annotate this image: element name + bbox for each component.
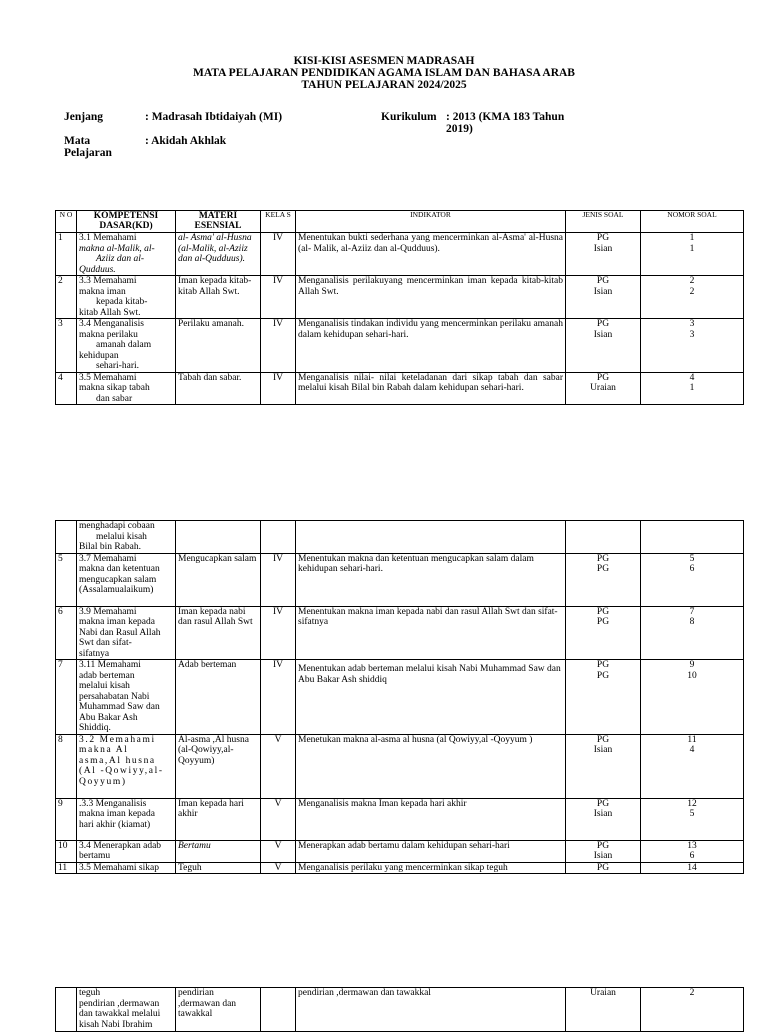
kisi-table-page3	[55, 987, 744, 1032]
row-kelas: V	[261, 798, 296, 840]
kisi-table-page2	[55, 520, 744, 874]
row-kd: 3.5 Memahami sikap	[77, 862, 176, 874]
row-jenis-soal: PG Isian	[566, 233, 641, 276]
row-nomor-soal: 2	[641, 988, 744, 1032]
col-kd: KOMPETENSI DASAR(KD)	[77, 211, 176, 233]
table-row	[56, 521, 744, 554]
row-kd: .3.3 Menganalisis makna iman kepada hari akhir (kiamat)	[77, 798, 176, 840]
doc-title-line1: KISI-KISI ASESMEN MADRASAH	[293, 55, 475, 67]
row-no	[56, 521, 77, 554]
row-kd: 3.7 Memahami makna dan ketentuan mengucapkan salam (Assalamualaikum)	[77, 553, 176, 606]
table-row	[56, 606, 744, 660]
row-kelas: IV	[261, 553, 296, 606]
row-indikator: Menganalisis tindakan individu yang mencerminkan perilaku amanah dalam kehidupan sehari-hari.	[296, 319, 566, 373]
row-materi: Bertamu	[176, 840, 261, 862]
row-kd: 3.9 Memahami makna iman kepada Nabi dan Rasul Allah Swt dan sifat- sifatnya	[77, 606, 176, 660]
row-no: 6	[56, 606, 77, 660]
row-nomor-soal: 14	[641, 862, 744, 874]
row-kelas: IV	[261, 660, 296, 735]
row-materi: Perilaku amanah.	[176, 319, 261, 373]
row-indikator: Menganalisis makna Iman kepada hari akhir	[296, 798, 566, 840]
doc-title-line2: MATA PELAJARAN PENDIDIKAN AGAMA ISLAM DAN BAHASA ARAB	[193, 67, 575, 79]
row-indikator: Menentukan adab berteman melalui kisah Nabi Muhammad Saw dan Abu Bakar Ash shiddiq	[296, 660, 566, 735]
row-no: 7	[56, 660, 77, 735]
row-nomor-soal: 9 10	[641, 660, 744, 735]
row-indikator: Menganalisis perilaku yang mencerminkan sikap teguh	[296, 862, 566, 874]
col-no: N O	[56, 211, 77, 233]
row-indikator: Menentukan bukti sederhana yang mencerminkan al-Asma' al-Husna (al- Malik, al-Aziiz dan al-Qudduus).	[296, 233, 566, 276]
table-row	[56, 840, 744, 862]
mapel-value: : Akidah Akhlak	[145, 135, 227, 147]
row-kelas: IV	[261, 372, 296, 405]
row-nomor-soal	[641, 521, 744, 554]
row-kd: 3.3 Memahami makna iman kepada kitab- kitab Allah Swt.	[77, 276, 176, 319]
table-row	[56, 862, 744, 874]
row-kelas: V	[261, 840, 296, 862]
row-indikator: Menentukan makna dan ketentuan mengucapkan salam dalam kehidupan sehari-hari.	[296, 553, 566, 606]
row-nomor-soal: 13 6	[641, 840, 744, 862]
row-materi: Iman kepada kitab- kitab Allah Swt.	[176, 276, 261, 319]
row-materi: Iman kepada hari akhir	[176, 798, 261, 840]
row-jenis-soal: PG Isian	[566, 319, 641, 373]
row-jenis-soal: PG PG	[566, 606, 641, 660]
row-kd: 3.5 Memahami makna sikap tabah dan sabar	[77, 372, 176, 405]
row-jenis-soal: Uraian	[566, 988, 641, 1032]
row-no: 3	[56, 319, 77, 373]
row-jenis-soal: PG Uraian	[566, 372, 641, 405]
jenjang-value: : Madrasah Ibtidaiyah (MI)	[145, 111, 283, 123]
row-kd: 3.11 Memahami adab berteman melalui kisah persahabatan Nabi Muhammad Saw dan Abu Bakar Ash Shiddiq.	[77, 660, 176, 735]
table-row	[56, 276, 744, 319]
row-nomor-soal: 2 2	[641, 276, 744, 319]
row-no: 8	[56, 734, 77, 798]
row-kelas: IV	[261, 606, 296, 660]
row-nomor-soal: 1 1	[641, 233, 744, 276]
row-kelas: IV	[261, 319, 296, 373]
row-no: 9	[56, 798, 77, 840]
row-materi: Tabah dan sabar.	[176, 372, 261, 405]
table-row	[56, 988, 744, 1032]
col-kelas: KELA S	[261, 211, 296, 233]
jenjang-label: Jenjang	[64, 111, 103, 123]
row-no: 11	[56, 862, 77, 874]
row-jenis-soal: PG PG	[566, 660, 641, 735]
row-jenis-soal: PG Isian	[566, 840, 641, 862]
row-kelas: IV	[261, 233, 296, 276]
row-materi: Al-asma ,Al husna (al-Qowiyy,al-Qoyyum)	[176, 734, 261, 798]
doc-title-line3: TAHUN PELAJARAN 2024/2025	[301, 79, 467, 91]
row-indikator: Menganalisis perilakuyang mencerminkan iman kepada kitab-kitab Allah Swt.	[296, 276, 566, 319]
table-row	[56, 660, 744, 735]
table-row	[56, 798, 744, 840]
row-indikator	[296, 521, 566, 554]
row-jenis-soal: PG Isian	[566, 734, 641, 798]
row-indikator: Menetukan makna al-asma al husna (al Qowiyy,al -Qoyyum )	[296, 734, 566, 798]
table-row	[56, 319, 744, 373]
table-row	[56, 734, 744, 798]
row-kd: menghadapi cobaan melalui kisah Bilal bin Rabah.	[77, 521, 176, 554]
row-nomor-soal: 12 5	[641, 798, 744, 840]
kurikulum-label: Kurikulum	[381, 111, 437, 123]
row-materi: Iman kepada nabi dan rasul Allah Swt	[176, 606, 261, 660]
row-kd: 3.1 Memahami makna al-Malik, al- Aziiz dan al- Qudduus.	[77, 233, 176, 276]
row-no: 1	[56, 233, 77, 276]
kurikulum-value: : 2013 (KMA 183 Tahun	[446, 111, 565, 123]
row-kelas: V	[261, 862, 296, 874]
row-no: 5	[56, 553, 77, 606]
row-materi: Teguh	[176, 862, 261, 874]
row-nomor-soal: 4 1	[641, 372, 744, 405]
row-kelas: IV	[261, 276, 296, 319]
kurikulum-value-cont: 2019)	[446, 123, 473, 135]
row-materi: Mengucapkan salam	[176, 553, 261, 606]
table-row	[56, 372, 744, 405]
row-kd: 3.4 Menganalisis makna perilaku amanah dalam kehidupan sehari-hari.	[77, 319, 176, 373]
mapel-label-cont: Pelajaran	[64, 147, 112, 159]
row-kd: teguh pendirian ,dermawan dan tawakkal melalui kisah Nabi Ibrahim	[77, 988, 176, 1032]
table-header-row	[56, 211, 744, 233]
row-nomor-soal: 5 6	[641, 553, 744, 606]
row-nomor-soal: 7 8	[641, 606, 744, 660]
col-jenis-soal: JENIS SOAL	[566, 211, 641, 233]
row-jenis-soal: PG PG	[566, 553, 641, 606]
row-nomor-soal: 11 4	[641, 734, 744, 798]
row-kd: 3.2 Memahami makna Al asma,Al husna (Al -Qowiyy,al- Qoyyum)	[77, 734, 176, 798]
row-materi: al- Asma' al-Husna (al-Malik, al-Aziiz dan al-Qudduus).	[176, 233, 261, 276]
row-indikator: pendirian ,dermawan dan tawakkal	[296, 988, 566, 1032]
row-no: 2	[56, 276, 77, 319]
row-no: 4	[56, 372, 77, 405]
row-no: 10	[56, 840, 77, 862]
row-materi: Adab berteman	[176, 660, 261, 735]
row-kelas: V	[261, 734, 296, 798]
table-row	[56, 233, 744, 276]
table-row	[56, 553, 744, 606]
row-indikator: Menerapkan adab bertamu dalam kehidupan sehari-hari	[296, 840, 566, 862]
row-no	[56, 988, 77, 1032]
row-jenis-soal: PG Isian	[566, 798, 641, 840]
row-indikator: Menentukan makna iman kepada nabi dan rasul Allah Swt dan sifat-sifatnya	[296, 606, 566, 660]
row-materi: pendirian ,dermawan dan tawakkal	[176, 988, 261, 1032]
row-nomor-soal: 3 3	[641, 319, 744, 373]
row-jenis-soal: PG	[566, 862, 641, 874]
row-kelas	[261, 988, 296, 1032]
col-materi: MATERI ESENSIAL	[176, 211, 261, 233]
row-jenis-soal: PG Isian	[566, 276, 641, 319]
row-indikator: Menganalisis nilai- nilai keteladanan dari sikap tabah dan sabar melalui kisah Bilal bin Rabah dalam kehidupan sehari-hari.	[296, 372, 566, 405]
row-kd: 3.4 Menerapkan adab bertamu	[77, 840, 176, 862]
mapel-label: Mata	[64, 135, 91, 147]
row-kelas	[261, 521, 296, 554]
kisi-table-page1	[55, 210, 744, 405]
row-materi	[176, 521, 261, 554]
col-indikator: INDIKATOR	[296, 211, 566, 233]
row-jenis-soal	[566, 521, 641, 554]
col-nomor-soal: NOMOR SOAL	[641, 211, 744, 233]
